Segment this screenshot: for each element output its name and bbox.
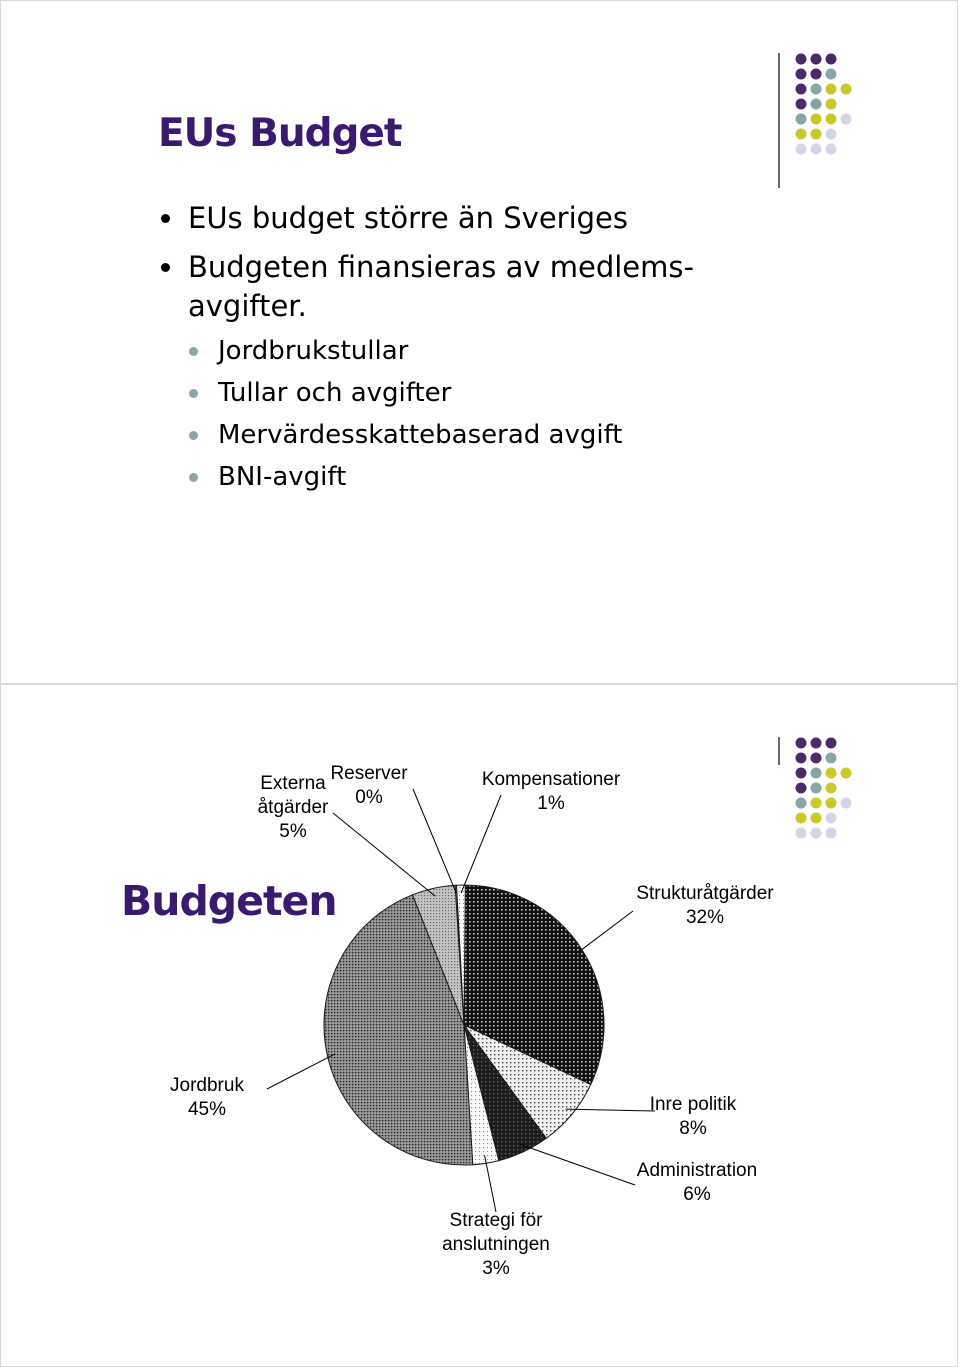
pie-slice-label: Administration (636, 1160, 758, 1181)
slide-eus-budget (0, 0, 958, 684)
pie-slice-label: 3% (482, 1258, 510, 1279)
pie-leader-line (576, 911, 634, 954)
bullet-dot (161, 263, 170, 272)
pie-leader-line (413, 789, 456, 893)
pie-slice-label: 8% (679, 1118, 707, 1139)
pie-slice-label: Strukturåtgärder (636, 883, 774, 904)
bullet-list (1, 1, 958, 684)
pie-slice-label: 0% (355, 787, 383, 808)
bullet-dot (189, 431, 198, 440)
pie-slice-label: 45% (187, 1099, 227, 1120)
pie-leader-line (461, 795, 501, 893)
bullet-text: avgifter. (188, 289, 307, 323)
pie-slice-label: 1% (537, 793, 565, 814)
pie-leader-line (520, 1144, 635, 1185)
bullet-text: Tullar och avgifter (218, 378, 452, 408)
pie-slice-label: Externa (260, 773, 326, 794)
bullet-text: BNI-avgift (218, 462, 347, 492)
bullet-dot (161, 214, 170, 223)
pie-slice-label: Strategi för (449, 1210, 543, 1231)
pie-slice-label: 32% (685, 907, 725, 928)
bullet-dot (189, 473, 198, 482)
pie-slice-label: anslutningen (442, 1234, 550, 1255)
pie-leader-line (485, 1155, 496, 1212)
pie-slice-label: 5% (279, 821, 307, 842)
pie-leader-line (333, 813, 435, 896)
bullet-text: Budgeten finansieras av medlems- (188, 250, 694, 284)
pie-leader-line (267, 1054, 335, 1089)
pie-slice-label: Inre politik (649, 1094, 737, 1115)
pie-slice-label: 6% (683, 1184, 711, 1205)
pie-leader-line (566, 1109, 655, 1111)
bullet-text: EUs budget större än Sveriges (188, 201, 629, 235)
pie-slice-label: åtgärder (257, 797, 329, 818)
bullet-text: Jordbrukstullar (218, 336, 409, 366)
pie-slice-label: Reserver (330, 763, 408, 784)
bullet-dot (189, 347, 198, 356)
slide-budgeten (0, 684, 958, 1367)
pie-slice-label: Kompensationer (481, 769, 621, 790)
pie-slice-label: Jordbruk (170, 1075, 244, 1096)
budget-pie-chart (1, 685, 958, 1367)
slide-title: EUs Budget (158, 111, 402, 156)
slide-title: Budgeten (121, 877, 337, 925)
bullet-dot (189, 389, 198, 398)
bullet-text: Mervärdesskattebaserad avgift (218, 420, 623, 450)
